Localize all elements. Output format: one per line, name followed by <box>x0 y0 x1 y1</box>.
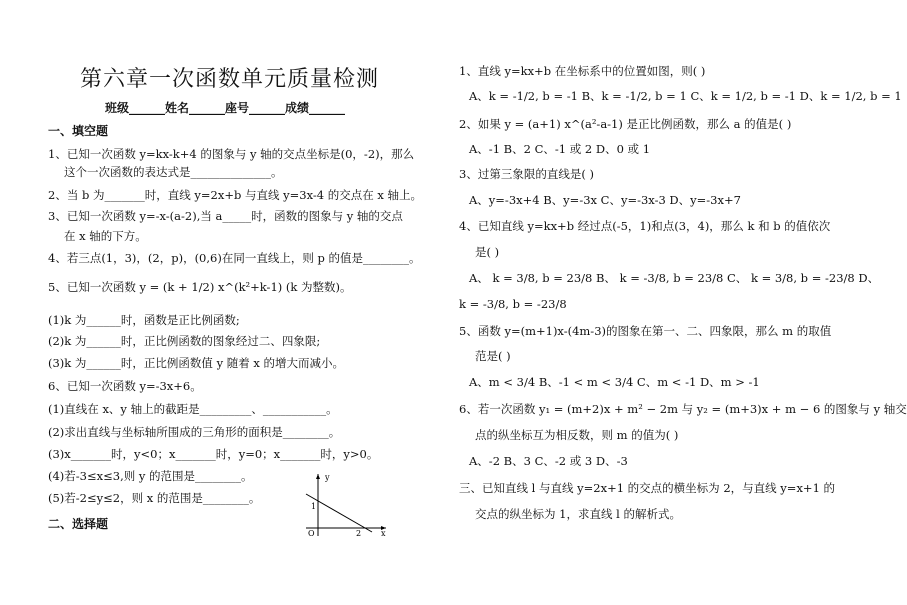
choice-q4-option-d: k = -3/8, b = -23/8 <box>459 297 567 311</box>
choice-q6-line2: 点的纵坐标互为相反数，则 m 的值为( ) <box>475 428 679 442</box>
fill-q5-part1: (1)k 为______时，函数是正比例函数; <box>48 313 240 327</box>
choice-q6-options: A、-2 B、3 C、-2 或 3 D、-3 <box>469 454 628 468</box>
fill-q3-line2: 在 x 轴的下方。 <box>64 229 147 243</box>
y-axis-arrow <box>316 474 320 479</box>
graph-line <box>306 494 372 532</box>
choice-q1: 1、直线 y=kx+b 在坐标系中的位置如图，则( ) <box>459 64 706 78</box>
fill-q1-line2: 这个一次函数的表达式是______________。 <box>64 165 283 179</box>
origin-label: O <box>308 529 315 538</box>
choice-q4-options: A、 k = 3/8, b = 23/8 B、 k = -3/8, b = 23/8 C、 k = 3/8, b = -23/8 D、 <box>469 271 880 285</box>
y-axis-label: y <box>325 473 330 482</box>
fill-q1-line1: 1、已知一次函数 y=kx-k+4 的图象与 y 轴的交点坐标是(0，-2)，那么 <box>48 147 415 161</box>
choice-q3: 3、过第三象限的直线是( ) <box>459 167 594 181</box>
problem-section-three-line1: 三、已知直线 l 与直线 y=2x+1 的交点的横坐标为 2，与直线 y=x+1 的 <box>459 481 836 495</box>
section-fill-blank-heading: 一、填空题 <box>48 124 109 138</box>
fill-q4: 4、若三点(1，3)，(2，p)，(0,6)在同一直线上，则 p 的值是________。 <box>48 251 421 265</box>
fill-q6-part1: (1)直线在 x、y 轴上的截距是_________、___________。 <box>48 402 338 416</box>
choice-q5-options: A、m < 3/4 B、-1 < m < 3/4 C、m < -1 D、m > -1 <box>469 375 760 389</box>
fill-q6: 6、已知一次函数 y=-3x+6。 <box>48 379 202 393</box>
x-axis-label: x <box>381 529 386 538</box>
problem-section-three-line2: 交点的纵坐标为 1，求直线 l 的解析式。 <box>475 507 681 521</box>
choice-q2-options: A、-1 B、2 C、-1 或 2 D、0 或 1 <box>469 142 651 156</box>
page-title: 第六章一次函数单元质量检测 <box>80 67 380 92</box>
choice-q4-line1: 4、已知直线 y=kx+b 经过点(-5，1)和点(3，4)，那么 k 和 b 的值依次 <box>459 219 831 233</box>
student-info-line: 班级______姓名______座号______成绩______ <box>105 101 346 115</box>
fill-q5: 5、已知一次函数 y = (k + 1/2) x^(k²+k-1) (k 为整数)。 <box>48 280 352 294</box>
choice-q5-line2: 范是( ) <box>475 349 511 363</box>
fill-q6-part4: (4)若-3≤x≤3,则 y 的范围是________。 <box>48 469 253 483</box>
choice-q1-options: A、k = -1/2, b = -1 B、k = -1/2, b = 1 C、k = 1/2, b = -1 D、k = 1/2, b = 1 <box>469 89 902 103</box>
x-intercept-label: 2 <box>356 529 362 538</box>
y-intercept-label: 1 <box>311 502 317 511</box>
fill-q6-part3: (3)x_______时，y<0；x_______时，y=0；x_______时，y>0。 <box>48 447 379 461</box>
choice-q2: 2、如果 y = (a+1) x^(a²-a-1) 是正比例函数，那么 a 的值是( ) <box>459 117 792 131</box>
choice-q3-options: A、y=-3x+4 B、y=-3x C、y=-3x-3 D、y=-3x+7 <box>469 193 741 207</box>
fill-q3-line1: 3、已知一次函数 y=-x-(a-2),当 a_____时，函数的图象与 y 轴的交点 <box>48 209 403 223</box>
fill-q5-part3: (3)k 为______时，正比例函数值 y 随着 x 的增大而减小。 <box>48 356 345 370</box>
line-graph <box>298 470 390 540</box>
choice-q6-line1: 6、若一次函数 y₁ = (m+2)x + m² − 2m 与 y₂ = (m+3)x + m − 6 的图象与 y 轴交 <box>459 402 907 416</box>
fill-q6-part2: (2)求出直线与坐标轴所围成的三角形的面积是________。 <box>48 425 341 439</box>
choice-q4-line2: 是( ) <box>475 245 500 259</box>
section-choice-heading: 二、选择题 <box>48 517 109 531</box>
fill-q2: 2、当 b 为_______时，直线 y=2x+b 与直线 y=3x-4 的交点在 x 轴上。 <box>48 188 423 202</box>
fill-q5-part2: (2)k 为______时，正比例函数的图象经过二、四象限; <box>48 334 321 348</box>
choice-q5-line1: 5、函数 y=(m+1)x-(4m-3)的图象在第一、二、四象限，那么 m 的取值 <box>459 324 832 338</box>
fill-q6-part5: (5)若-2≤y≤2，则 x 的范围是________。 <box>48 491 261 505</box>
